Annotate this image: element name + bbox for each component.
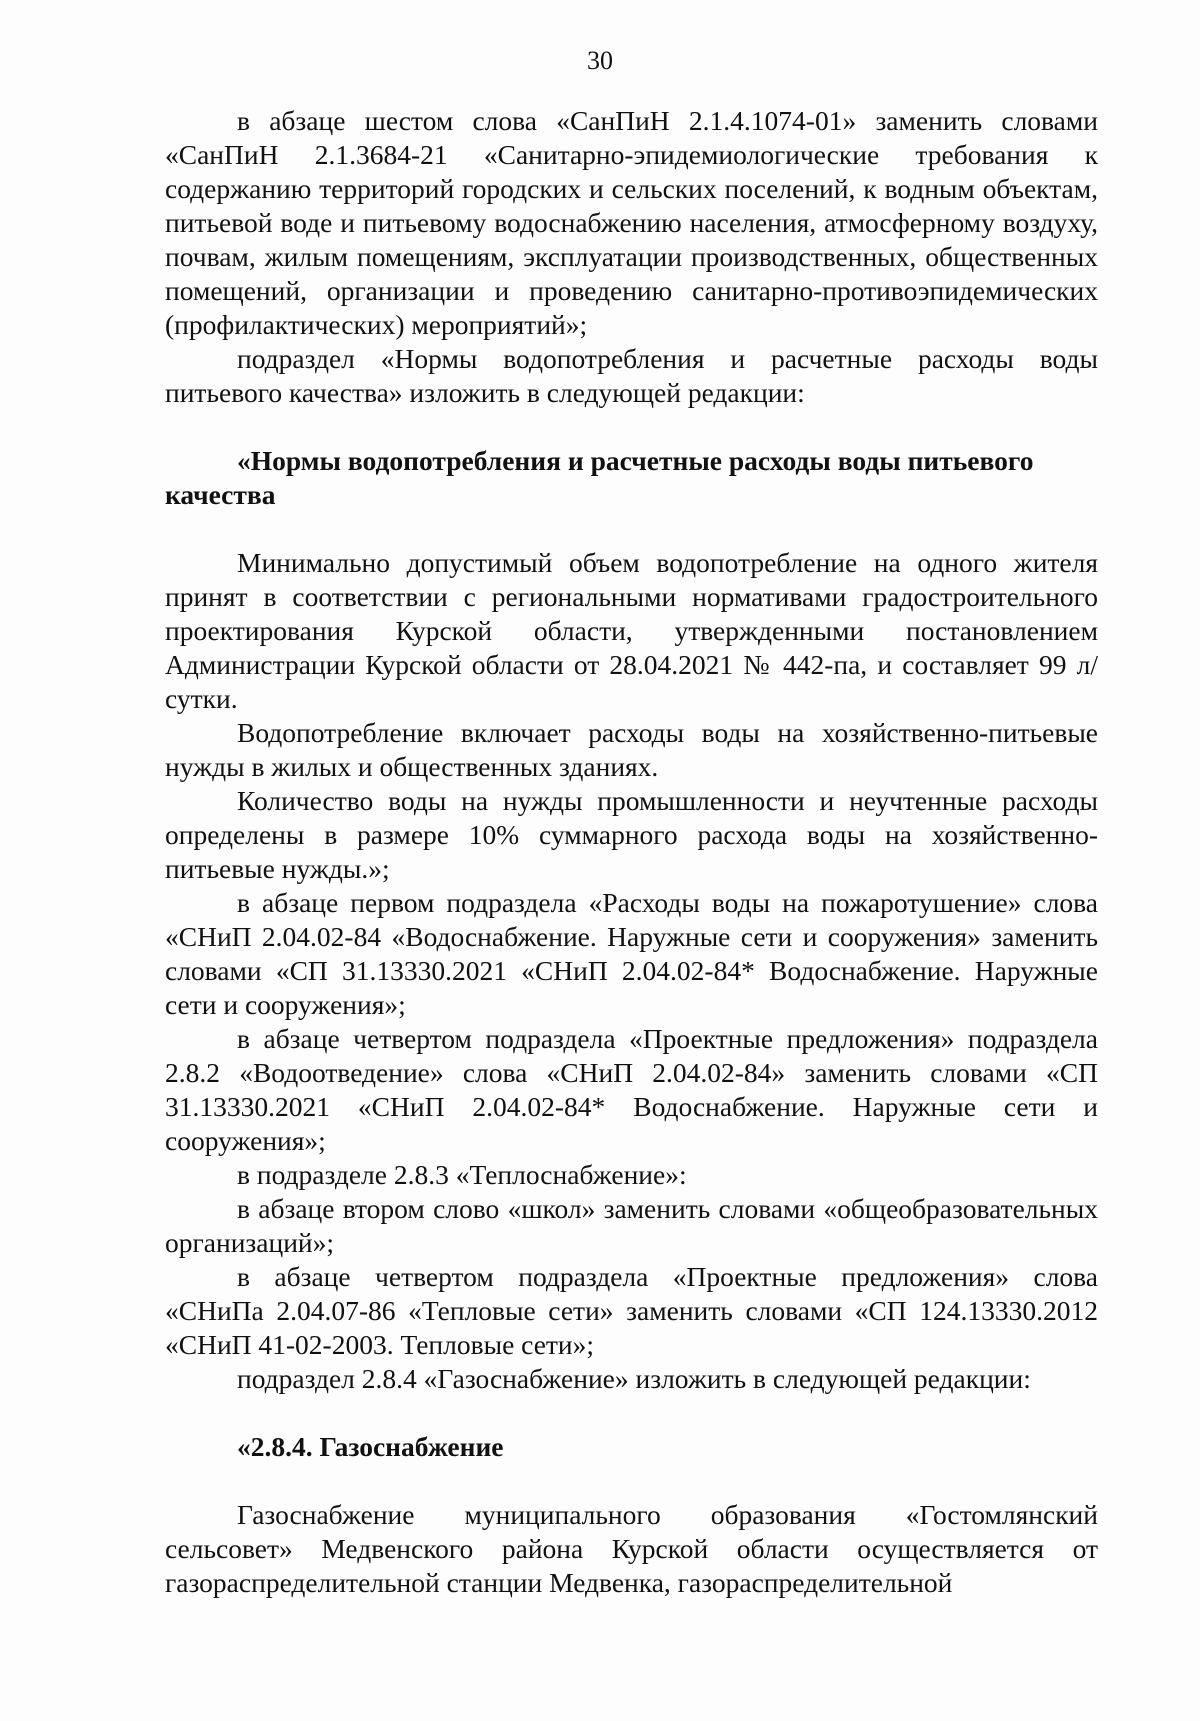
paragraph: Минимально допустимый объем водопотребление на одного жителя принят в соответствии с региональными нормативами градостроительного проектирования Курской области, утвержденными постановлением Администрации Курской области от 28.04.2021 № 442-па, и составляет 99 л/сутки.: [165, 547, 1098, 714]
paragraph: в абзаце четвертом подраздела «Проектные предложения» слова «СНиПа 2.04.07-86 «Тепловые сети» заменить словами «СП 124.13330.2012 «СНиП 41-02-2003. Тепловые сети»;: [165, 1261, 1098, 1360]
paragraph: подраздел «Нормы водопотребления и расчетные расходы воды питьевого качества» изложить в следующей редакции:: [165, 343, 1098, 408]
paragraph: Количество воды на нужды промышленности и неучтенные расходы определены в размере 10% суммарного расхода воды на хозяйственно-питьевые нужды.»;: [165, 785, 1098, 884]
paragraph: в абзаце первом подраздела «Расходы воды на пожаротушение» слова «СНиП 2.04.02-84 «Водоснабжение. Наружные сети и сооружения» заменить словами «СП 31.13330.2021 «СНиП 2.04.02-84* Водоснабжение. Наружные сети и сооружения»;: [165, 887, 1098, 1020]
page-number: 30: [587, 46, 613, 75]
section-heading: «2.8.4. Газоснабжение: [237, 1431, 504, 1462]
document-body: [165, 104, 1098, 1600]
paragraph: в абзаце шестом слова «СанПиН 2.1.4.1074-01» заменить словами «СанПиН 2.1.3684-21 «Санитарно-эпидемиологические требования к содержанию территорий городских и сельских поселений, к водным объектам, питьевой воде и питьевому водоснабжению населения, атмосферному воздуху, почвам, жилым помещениям, эксплуатации производственных, общественных помещений, организации и проведению санитарно-противоэпидемических (профилактических) мероприятий»;: [165, 105, 1098, 340]
paragraph: Газоснабжение муниципального образования «Гостомлянский сельсовет» Медвенского района Курской области осуществляется от газораспределительной станции Медвенка, газораспределительной: [165, 1499, 1098, 1598]
section-heading: «Нормы водопотребления и расчетные расходы воды питьевого качества: [165, 445, 1034, 510]
paragraph: в абзаце втором слово «школ» заменить словами «общеобразовательных организаций»;: [165, 1193, 1098, 1258]
paragraph: в абзаце четвертом подраздела «Проектные предложения» подраздела 2.8.2 «Водоотведение» слова «СНиП 2.04.02-84» заменить словами «СП 31.13330.2021 «СНиП 2.04.02-84* Водоснабжение. Наружные сети и сооружения»;: [165, 1023, 1098, 1156]
paragraph: в подразделе 2.8.3 «Теплоснабжение»:: [237, 1159, 687, 1190]
paragraph: подраздел 2.8.4 «Газоснабжение» изложить в следующей редакции:: [237, 1363, 1031, 1394]
paragraph: Водопотребление включает расходы воды на хозяйственно-питьевые нужды в жилых и общественных зданиях.: [165, 717, 1098, 782]
